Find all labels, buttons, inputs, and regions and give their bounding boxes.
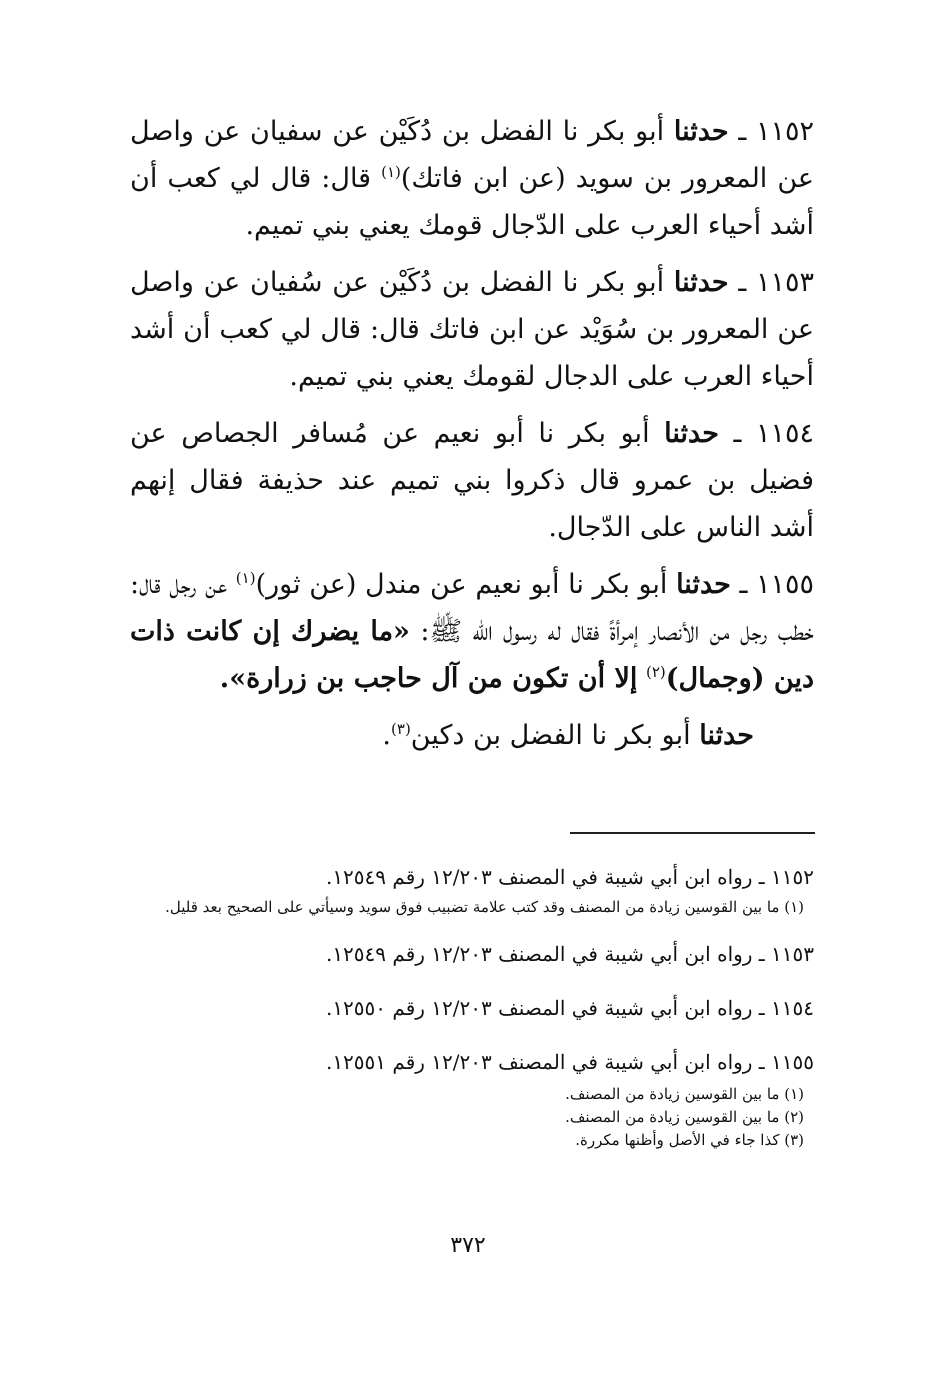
footnote: (٢) ما بين القوسين زيادة من المصنف. xyxy=(565,1108,804,1126)
hadith-1153 xyxy=(130,259,814,400)
page-number: ٣٧٢ xyxy=(450,1233,486,1258)
hadith-number: ١١٥٣ ـ xyxy=(738,267,815,298)
hadith-number: ١١٥٤ ـ xyxy=(733,418,814,449)
hadith-text: أبو بكر نا الفضل بن دُكَيْن عن سفيان عن واصل عن المعرور بن سويد (عن ابن فاتك) xyxy=(130,116,814,194)
source-note-1152: ١١٥٢ ـ رواه ابن أبي شيبة في المصنف ١٢/٢٠٣ رقم ١٢٥٤٩. xyxy=(325,865,814,889)
source-note-1153: ١١٥٣ ـ رواه ابن أبي شيبة في المصنف ١٢/٢٠٣ رقم ١٢٥٤٩. xyxy=(325,942,814,966)
footnote: (٣) كذا جاء في الأصل وأظنها مكررة. xyxy=(575,1131,804,1149)
footnote-divider xyxy=(570,832,815,834)
source-note-1154: ١١٥٤ ـ رواه ابن أبي شيبة في المصنف ١٢/٢٠٣ رقم ١٢٥٥٠. xyxy=(325,996,814,1020)
hadith-text: قال: قال لي كعب أن أشد أحياء العرب على الدّجال قومك يعني بني تميم. xyxy=(130,163,814,241)
closing-line xyxy=(130,712,814,759)
hadith-text: أبو بكر نا أبو نعيم عن مُسافر الجصاص عن فضيل بن عمرو قال ذكروا بني تميم عند حذيفة فقال إنهم أشد الناس على الدّجال. xyxy=(130,418,814,543)
footnote-ref: (٣) xyxy=(391,720,411,738)
main-text xyxy=(130,108,814,769)
hadith-1155 xyxy=(130,561,814,702)
lead-word: حدثنا xyxy=(676,569,731,600)
lead-word: حدثنا xyxy=(673,267,729,298)
hadith-text: أبو بكر نا الفضل بن دُكَيْن عن سُفيان عن واصل عن المعرور بن سُوَيْد عن ابن فاتك قال: قال لي كعب أن أشد أحياء العرب على الدجال لقومك يعني بني تميم. xyxy=(130,267,814,392)
lead-word: حدثنا xyxy=(699,720,754,751)
hadith-text: أبو بكر نا أبو نعيم عن مندل (عن ثور) xyxy=(255,569,668,600)
hadith-number: ١١٥٥ ـ xyxy=(739,569,814,600)
hadith-number: ١١٥٢ ـ xyxy=(738,116,815,147)
lead-word: حدثنا xyxy=(664,418,719,449)
prophetic-quote: إلا أن تكون من آل حاجب بن زرارة». xyxy=(219,663,638,694)
hadith-text: عن رجل قال: خطب رجل من الأنصار إمرأةً فقال له رسول الله ﷺ: xyxy=(130,569,814,647)
closing-end: . xyxy=(382,720,392,751)
hadith-1152 xyxy=(130,108,814,249)
footnote: (١) ما بين القوسين زيادة من المصنف وقد كتب علامة تضبيب فوق سويد وسيأتي على الصحيح بعد قليل. xyxy=(165,898,804,916)
footnote-ref: (١) xyxy=(235,569,256,587)
footnote-ref: (١) xyxy=(381,163,401,181)
footnote-ref: (٢) xyxy=(645,663,666,681)
footnotes xyxy=(130,850,814,1152)
footnote: (١) ما بين القوسين زيادة من المصنف. xyxy=(565,1085,804,1103)
prophetic-quote: «ما يضرك إن كانت ذات دين (وجمال) xyxy=(130,616,814,694)
closing-text: أبو بكر نا الفضل بن دكين xyxy=(410,720,691,751)
hadith-1154 xyxy=(130,410,814,551)
lead-word: حدثنا xyxy=(673,116,729,147)
source-note-1155: ١١٥٥ ـ رواه ابن أبي شيبة في المصنف ١٢/٢٠٣ رقم ١٢٥٥١. xyxy=(325,1050,814,1074)
